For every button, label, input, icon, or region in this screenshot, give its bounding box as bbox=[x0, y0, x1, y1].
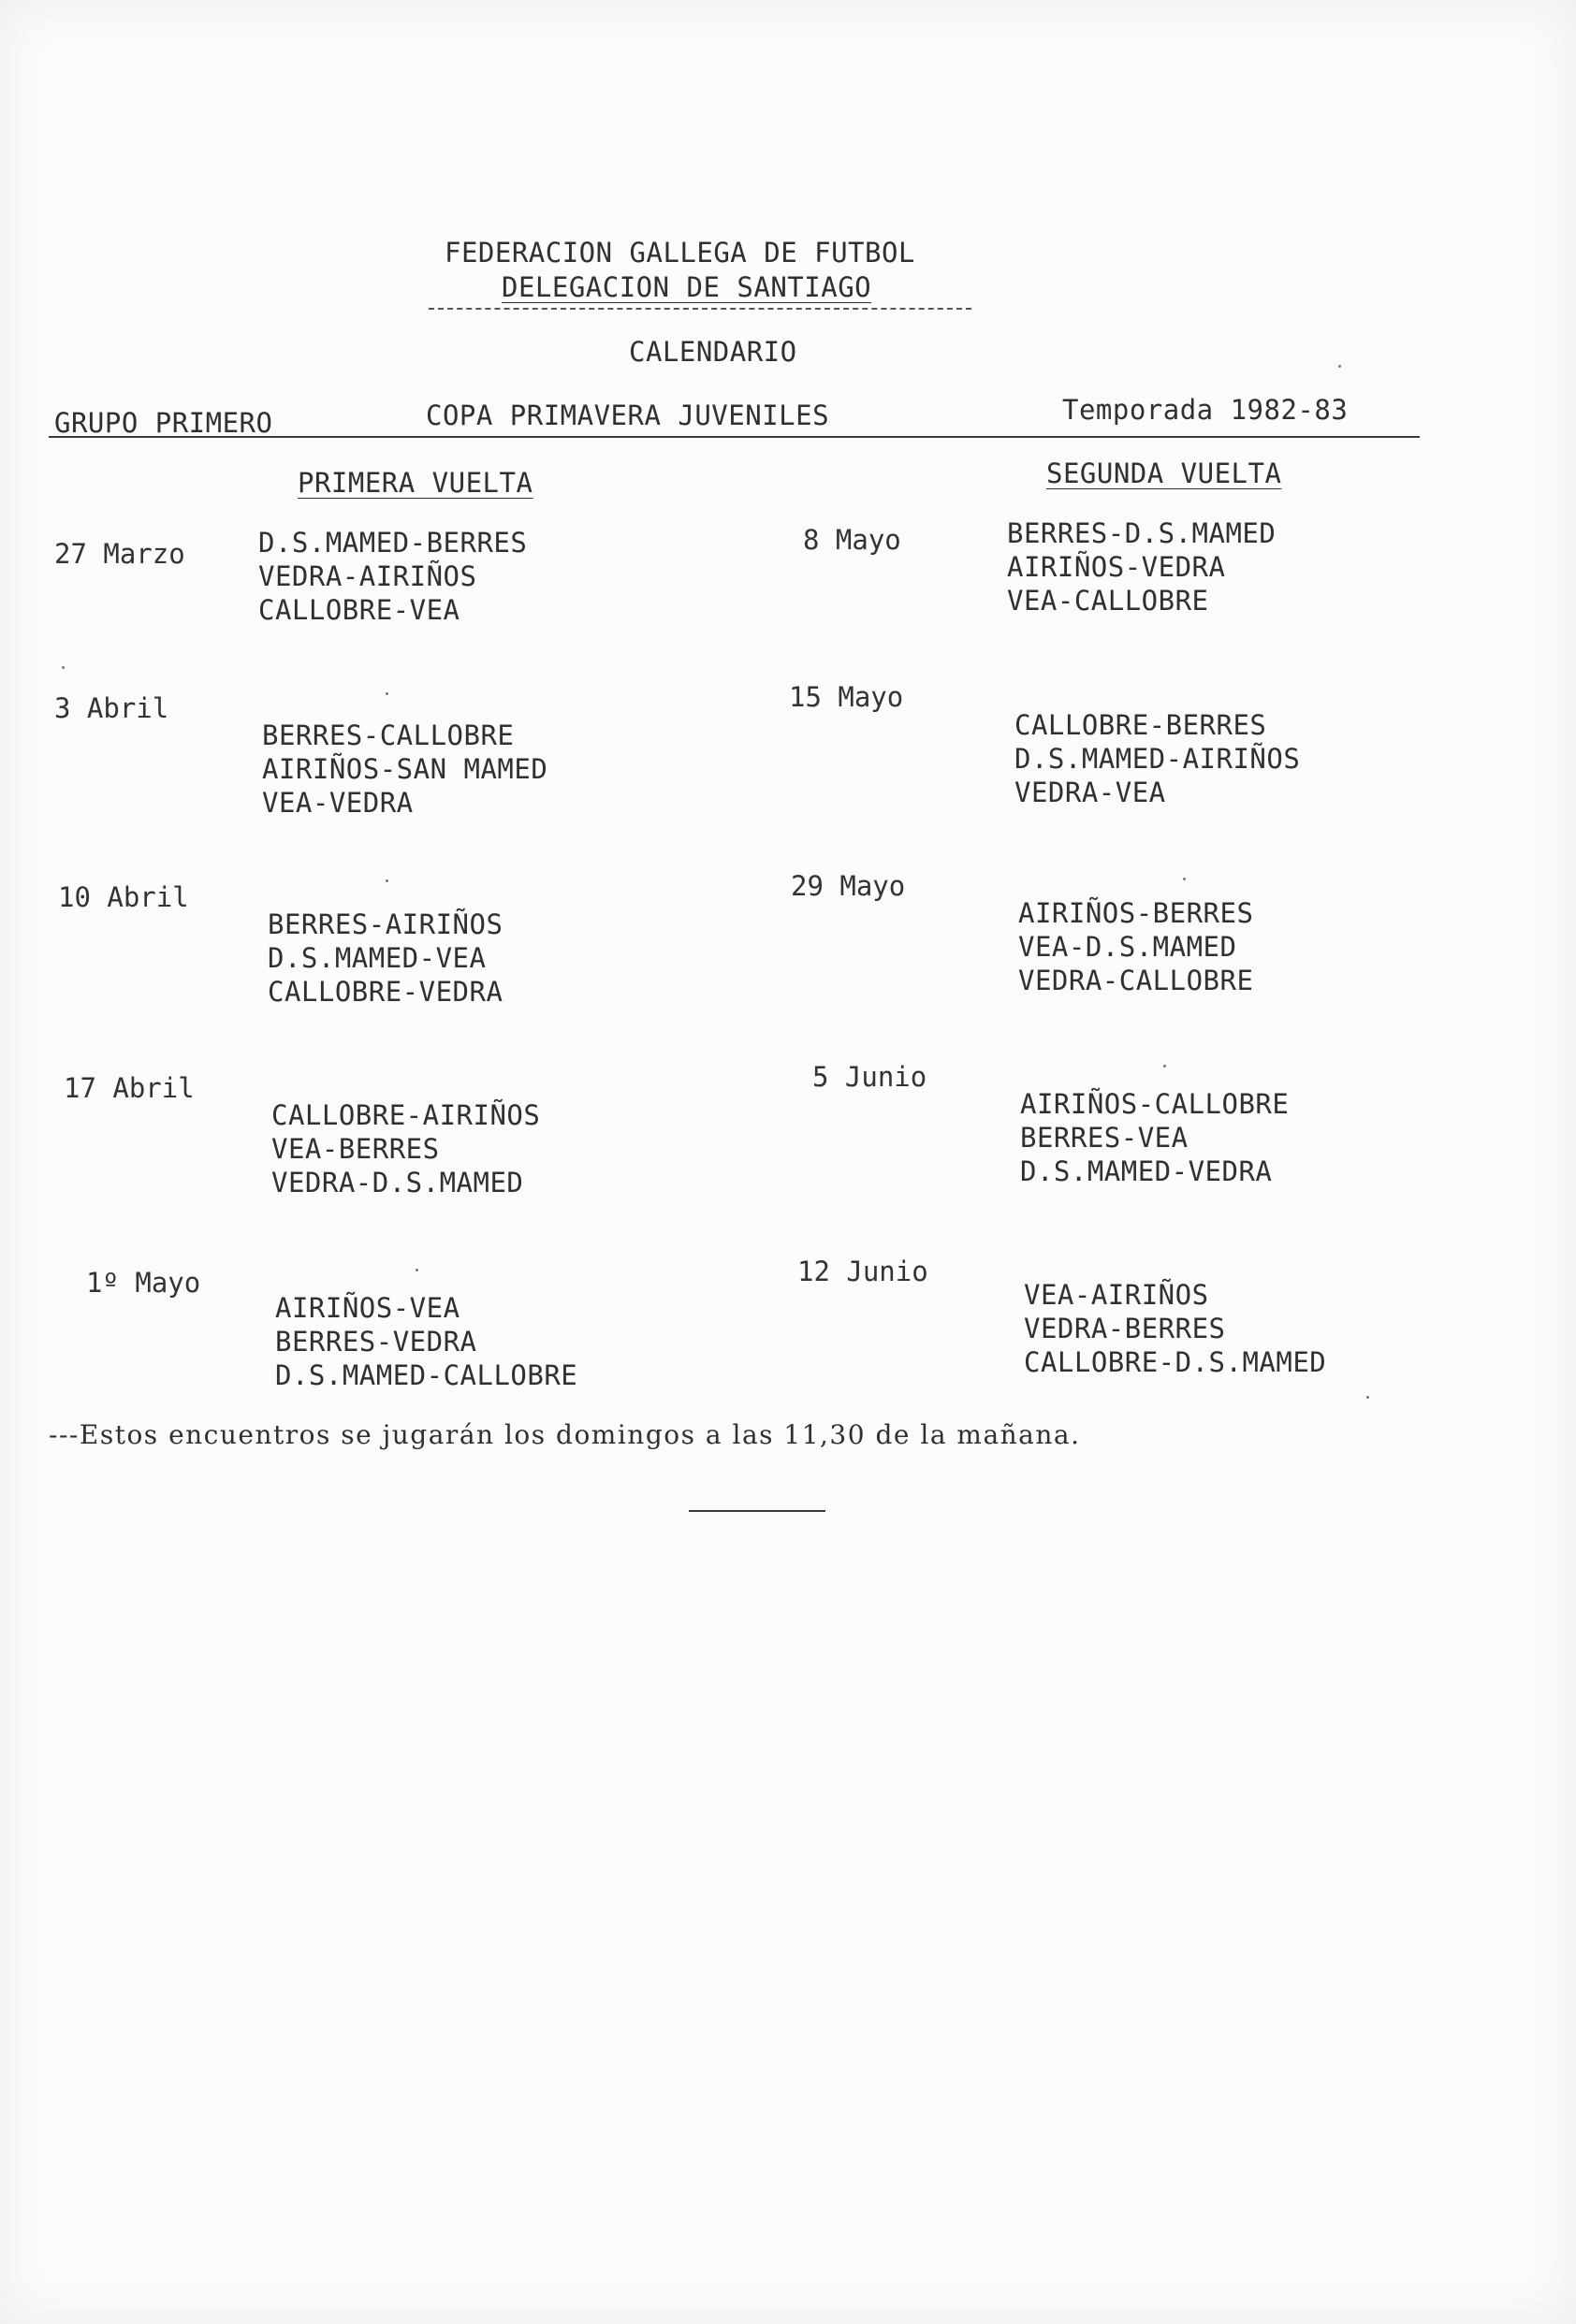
ink-speck bbox=[1366, 1396, 1369, 1399]
delegation-title: DELEGACION DE SANTIAGO bbox=[502, 271, 872, 303]
match: AIRIÑOS-VEDRA bbox=[1007, 551, 1226, 583]
match-list bbox=[262, 719, 547, 820]
ink-speck bbox=[386, 692, 388, 695]
ink-speck bbox=[1163, 1065, 1166, 1068]
match: D.S.MAMED-BERRES bbox=[258, 527, 528, 559]
season-label: Temporada 1982-83 bbox=[1062, 394, 1349, 426]
closing-rule bbox=[689, 1510, 825, 1512]
match: CALLOBRE-AIRIÑOS bbox=[271, 1099, 541, 1131]
first-leg-heading: PRIMERA VUELTA bbox=[298, 467, 533, 499]
ink-speck bbox=[62, 666, 65, 669]
match: AIRIÑOS-CALLOBRE bbox=[1020, 1088, 1290, 1120]
round-date: 3 Abril bbox=[54, 692, 169, 724]
round-date: 12 Junio bbox=[797, 1256, 928, 1287]
match: AIRIÑOS-BERRES bbox=[1018, 897, 1254, 929]
match: AIRIÑOS-SAN MAMED bbox=[262, 753, 548, 785]
match: VEDRA-D.S.MAMED bbox=[271, 1167, 524, 1198]
competition-label: COPA PRIMAVERA JUVENILES bbox=[426, 399, 830, 431]
match-list bbox=[271, 1098, 540, 1199]
match-list bbox=[258, 526, 527, 627]
round-date: 29 Mayo bbox=[791, 870, 906, 902]
match: VEA-CALLOBRE bbox=[1007, 585, 1209, 617]
match: D.S.MAMED-CALLOBRE bbox=[275, 1359, 578, 1391]
match: VEA-AIRIÑOS bbox=[1024, 1279, 1209, 1311]
match: BERRES-VEDRA bbox=[275, 1326, 477, 1358]
match-list bbox=[1020, 1087, 1289, 1188]
group-label: GRUPO PRIMERO bbox=[54, 407, 273, 439]
match-list bbox=[1007, 516, 1276, 617]
match-list bbox=[1014, 708, 1300, 809]
match: CALLOBRE-BERRES bbox=[1014, 709, 1267, 741]
match: VEA-BERRES bbox=[271, 1133, 440, 1165]
calendar-title: CALENDARIO bbox=[629, 336, 797, 368]
federation-title: FEDERACION GALLEGA DE FUTBOL bbox=[445, 237, 915, 269]
match: BERRES-D.S.MAMED bbox=[1007, 517, 1277, 549]
match: CALLOBRE-VEDRA bbox=[268, 976, 503, 1008]
match: CALLOBRE-VEA bbox=[258, 594, 460, 626]
second-leg-heading: SEGUNDA VUELTA bbox=[1046, 458, 1282, 489]
match-list bbox=[1024, 1278, 1326, 1379]
match: VEDRA-CALLOBRE bbox=[1018, 965, 1254, 996]
match: VEDRA-AIRIÑOS bbox=[258, 560, 477, 592]
ink-speck bbox=[1183, 878, 1186, 880]
match: D.S.MAMED-AIRIÑOS bbox=[1014, 743, 1301, 775]
round-date: 8 Mayo bbox=[803, 524, 901, 556]
match: BERRES-AIRIÑOS bbox=[268, 908, 503, 940]
match: D.S.MAMED-VEA bbox=[268, 942, 487, 974]
match: BERRES-CALLOBRE bbox=[262, 719, 515, 751]
match: AIRIÑOS-VEA bbox=[275, 1292, 460, 1324]
match-list bbox=[275, 1291, 577, 1392]
match-list bbox=[268, 908, 503, 1009]
header-rule bbox=[49, 436, 1420, 438]
round-date: 27 Marzo bbox=[54, 538, 185, 570]
round-date: 10 Abril bbox=[58, 881, 189, 913]
match: D.S.MAMED-VEDRA bbox=[1020, 1155, 1273, 1187]
match-list bbox=[1018, 896, 1253, 997]
round-date: 5 Junio bbox=[812, 1061, 927, 1093]
ink-speck bbox=[416, 1269, 418, 1271]
round-date: 15 Mayo bbox=[789, 681, 904, 713]
match: VEA-D.S.MAMED bbox=[1018, 931, 1237, 963]
header-underline bbox=[429, 308, 971, 310]
match: VEDRA-BERRES bbox=[1024, 1313, 1226, 1344]
round-date: 17 Abril bbox=[64, 1072, 195, 1104]
ink-speck bbox=[386, 879, 388, 882]
match: VEDRA-VEA bbox=[1014, 777, 1166, 808]
match: VEA-VEDRA bbox=[262, 787, 414, 819]
round-date: 1º Mayo bbox=[86, 1267, 201, 1299]
ink-speck bbox=[1338, 365, 1341, 368]
footer-note: ---Estos encuentros se jugarán los domingos a las 11,30 de la mañana. bbox=[49, 1419, 1081, 1450]
match: CALLOBRE-D.S.MAMED bbox=[1024, 1346, 1327, 1378]
match: BERRES-VEA bbox=[1020, 1122, 1189, 1154]
